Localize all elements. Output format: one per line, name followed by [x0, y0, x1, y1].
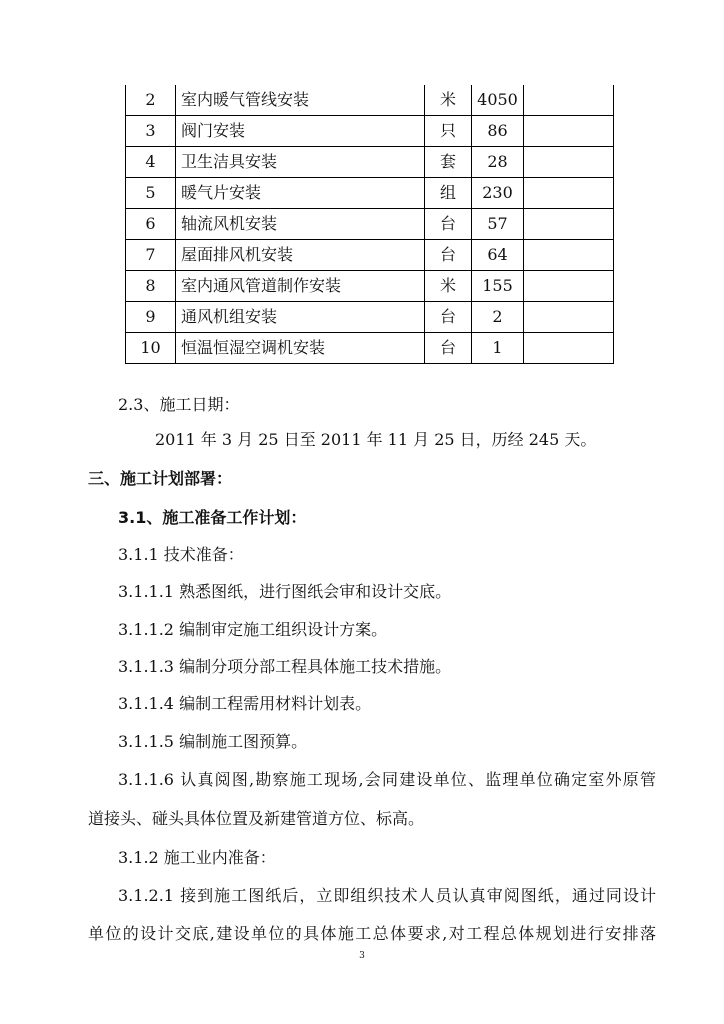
unit-cell: 米	[425, 85, 472, 116]
table-row	[126, 271, 614, 302]
remark-cell	[524, 147, 614, 178]
item-3-1-1-2: 3.1.1.2 编制审定施工组织设计方案。	[118, 620, 388, 639]
quantity-cell: 2	[472, 302, 524, 333]
remark-cell	[524, 116, 614, 147]
unit-cell: 台	[425, 302, 472, 333]
unit-cell: 套	[425, 147, 472, 178]
quantity-cell: 28	[472, 147, 524, 178]
unit-cell: 米	[425, 271, 472, 302]
item-name-cell: 室内通风管道制作安装	[176, 271, 425, 302]
remark-cell	[524, 271, 614, 302]
item-3-1-1-3: 3.1.1.3 编制分项分部工程具体施工技术措施。	[118, 657, 452, 676]
item-name-cell: 屋面排风机安装	[176, 240, 425, 271]
row-number-cell: 5	[126, 178, 176, 209]
row-number-cell: 10	[126, 333, 176, 364]
row-number-cell: 9	[126, 302, 176, 333]
table-row	[126, 302, 614, 333]
quantity-cell: 4050	[472, 85, 524, 116]
table-row	[126, 333, 614, 364]
remark-cell	[524, 333, 614, 364]
quantity-cell: 230	[472, 178, 524, 209]
item-3-1-1-4: 3.1.1.4 编制工程需用材料计划表。	[118, 694, 372, 713]
unit-cell: 只	[425, 116, 472, 147]
item-name-cell: 恒温恒湿空调机安装	[176, 333, 425, 364]
quantity-table	[125, 85, 614, 364]
table-row	[126, 209, 614, 240]
quantity-cell: 86	[472, 116, 524, 147]
unit-cell: 台	[425, 209, 472, 240]
remark-cell	[524, 240, 614, 271]
item-name-cell: 轴流风机安装	[176, 209, 425, 240]
remark-cell	[524, 302, 614, 333]
section-3-1-heading: 3.1、施工准备工作计划：	[118, 508, 307, 527]
row-number-cell: 3	[126, 116, 176, 147]
remark-cell	[524, 209, 614, 240]
row-number-cell: 7	[126, 240, 176, 271]
quantity-cell: 57	[472, 209, 524, 240]
item-3-1-2-1-line1: 3.1.2.1 接到施工图纸后，立即组织技术人员认真审阅图纸，通过同设计	[118, 886, 656, 905]
table-row	[126, 116, 614, 147]
item-3-1-1-5: 3.1.1.5 编制施工图预算。	[118, 732, 308, 751]
section-3-heading: 三、施工计划部署：	[88, 469, 233, 488]
table-row	[126, 178, 614, 209]
unit-cell: 台	[425, 333, 472, 364]
table-row	[126, 85, 614, 116]
item-name-cell: 卫生洁具安装	[176, 147, 425, 178]
item-name-cell: 通风机组安装	[176, 302, 425, 333]
item-3-1-1-6-line2: 道接头、碰头具体位置及新建管道方位、标高。	[88, 809, 425, 828]
item-name-cell: 室内暖气管线安装	[176, 85, 425, 116]
section-3-1-2: 3.1.2 施工业内准备：	[118, 848, 276, 867]
item-3-1-1-6-line1: 3.1.1.6 认真阅图,勘察施工现场,会同建设单位、监理单位确定室外原管	[118, 770, 656, 789]
remark-cell	[524, 178, 614, 209]
row-number-cell: 8	[126, 271, 176, 302]
remark-cell	[524, 85, 614, 116]
quantity-cell: 1	[472, 333, 524, 364]
row-number-cell: 4	[126, 147, 176, 178]
item-name-cell: 暖气片安装	[176, 178, 425, 209]
row-number-cell: 2	[126, 85, 176, 116]
item-name-cell: 阀门安装	[176, 116, 425, 147]
section-2-3-heading: 2.3、施工日期：	[118, 395, 240, 414]
page-number: 3	[359, 951, 365, 961]
unit-cell: 组	[425, 178, 472, 209]
row-number-cell: 6	[126, 209, 176, 240]
quantity-cell: 155	[472, 271, 524, 302]
unit-cell: 台	[425, 240, 472, 271]
quantity-cell: 64	[472, 240, 524, 271]
table-row	[126, 147, 614, 178]
table-row	[126, 240, 614, 271]
item-3-1-1-1: 3.1.1.1 熟悉图纸，进行图纸会审和设计交底。	[118, 582, 452, 601]
construction-date-text: 2011 年 3 月 25 日至 2011 年 11 月 25 日，历经 245 天。	[155, 430, 597, 449]
item-3-1-2-1-line2: 单位的设计交底,建设单位的具体施工总体要求,对工程总体规划进行安排落	[88, 924, 656, 943]
section-3-1-1: 3.1.1 技术准备：	[118, 545, 244, 564]
